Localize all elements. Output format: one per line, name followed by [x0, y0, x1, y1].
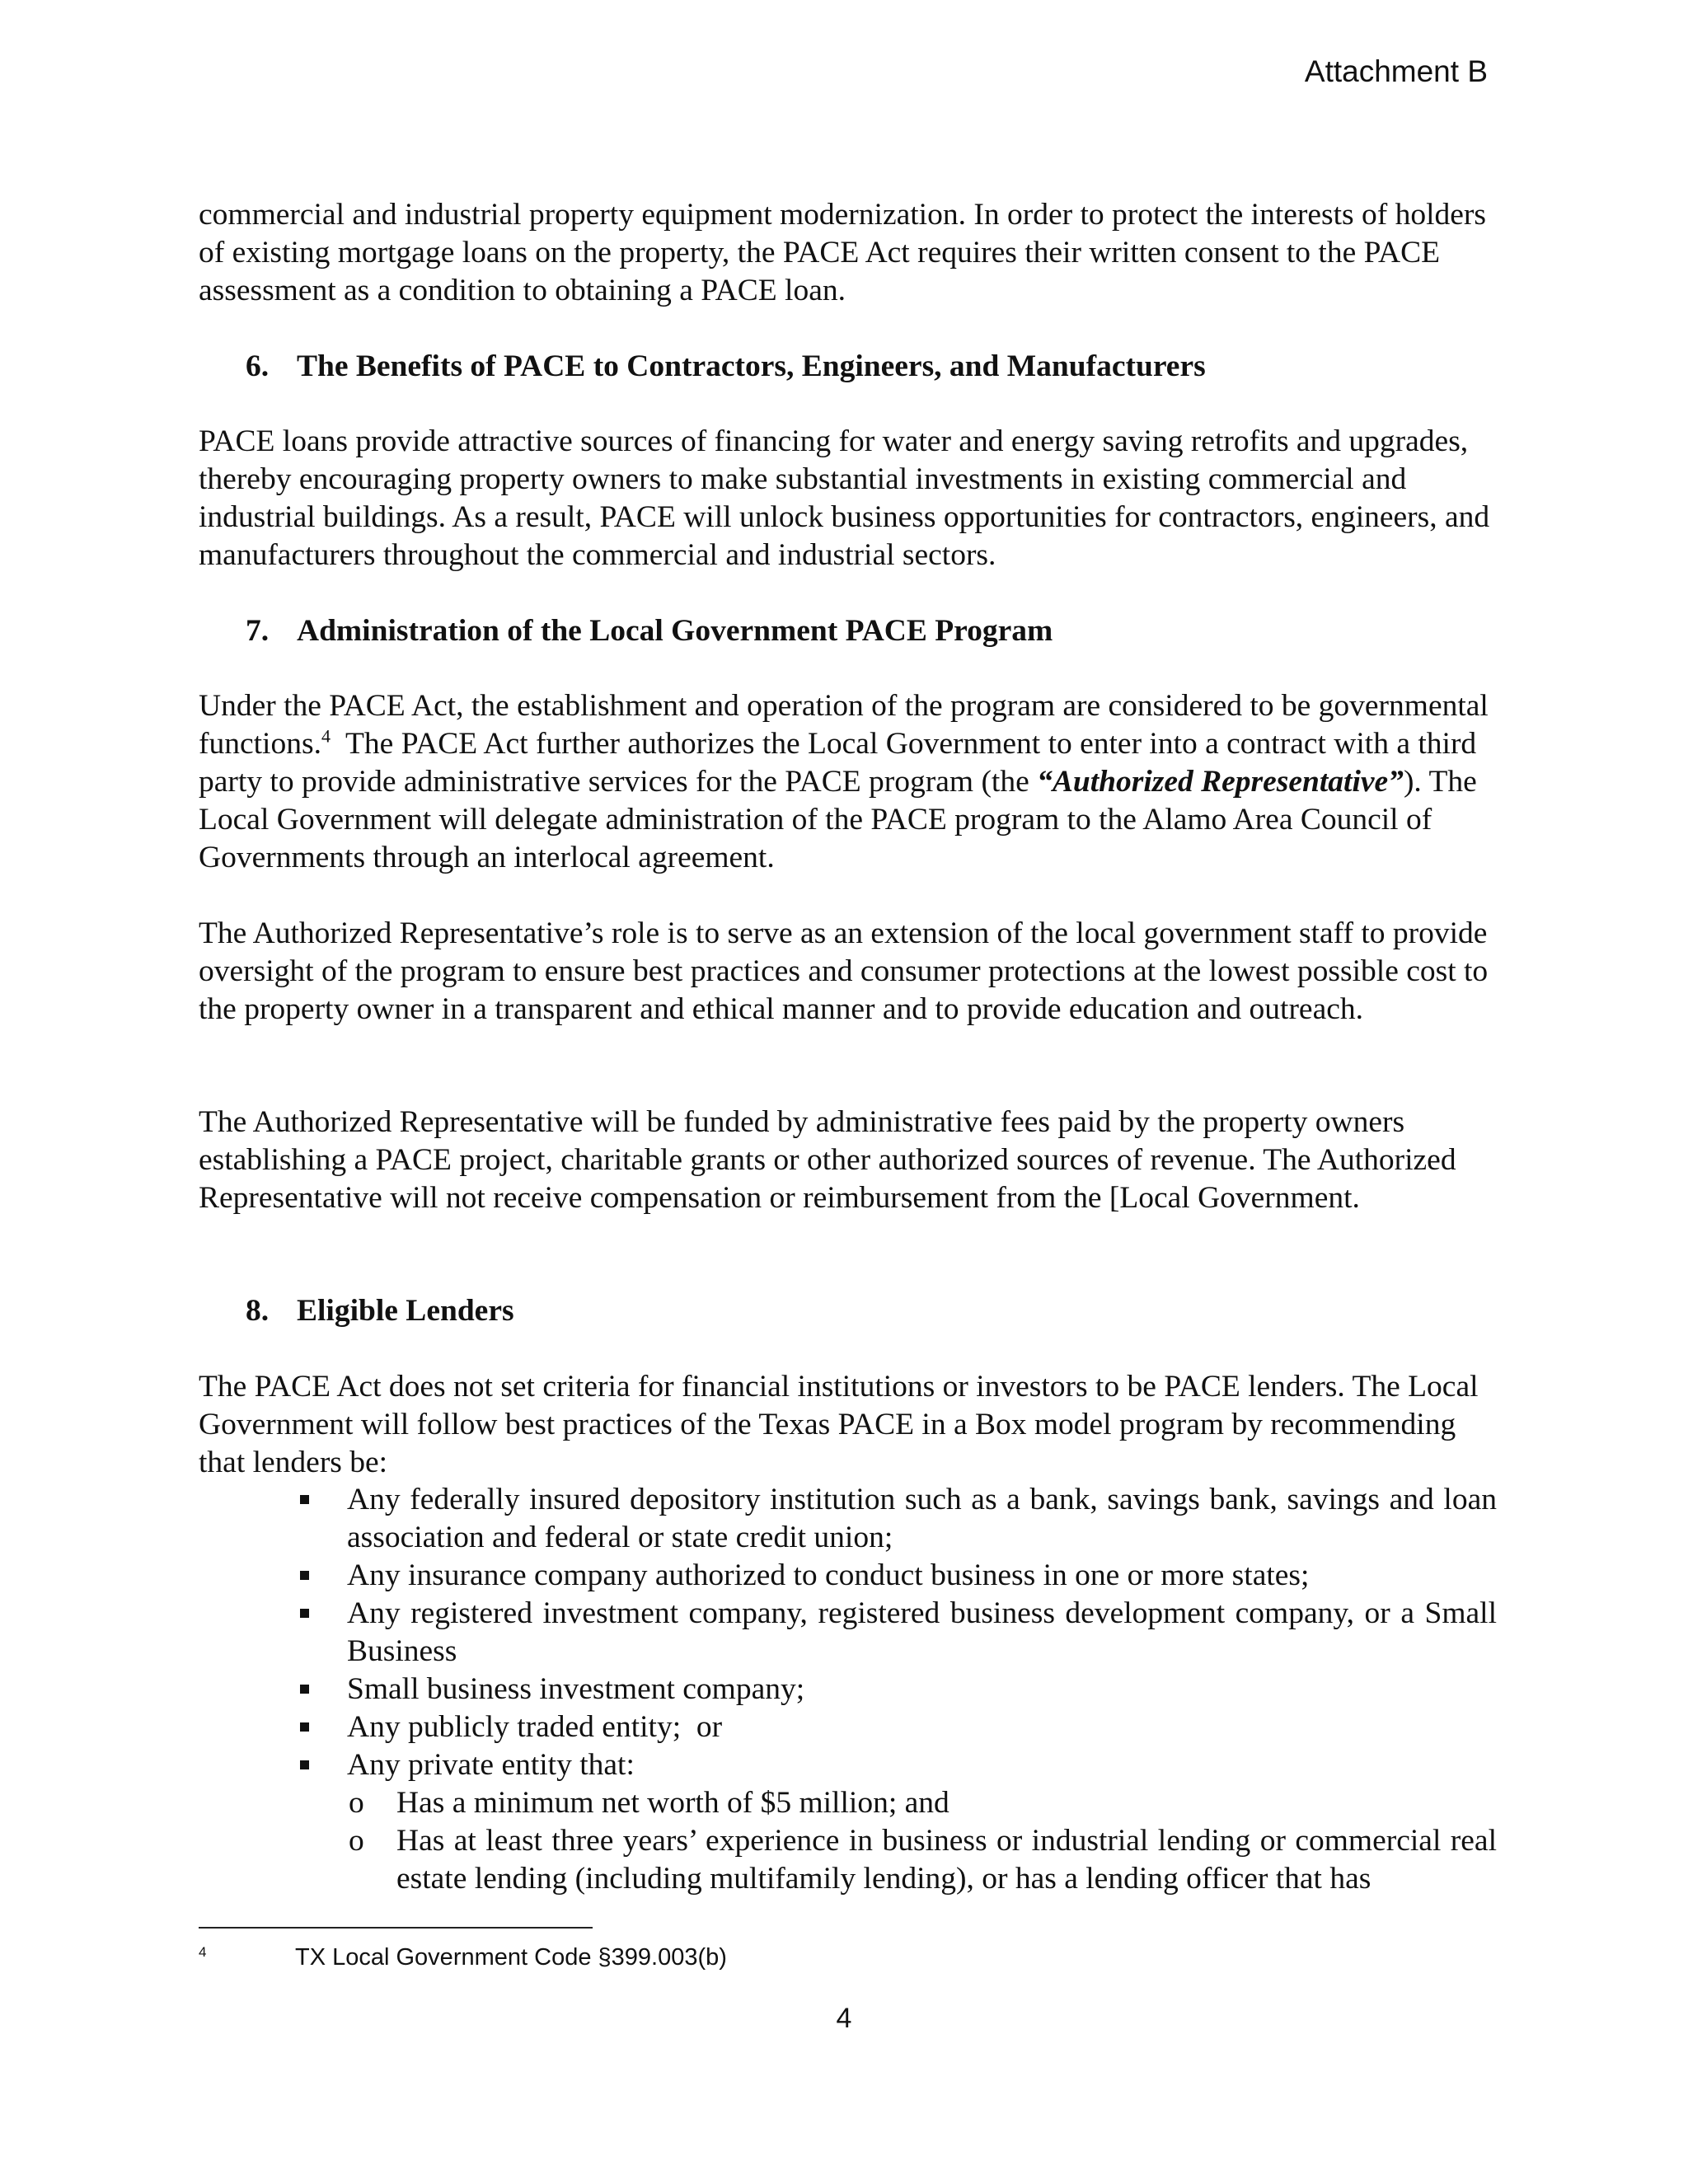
list-item: Any private entity that: o Has a minimum net worth of $5 million; and o Has at least three years’ experience in business or industrial lending or commercial real estate lending (including multifamily lending), or has a lending officer that has	[199, 1746, 1497, 1898]
intro-paragraph: commercial and industrial property equipment modernization. In order to protect the interests of holders of existing mortgage loans on the property, the PACE Act requires their written consent to the PACE assessment as a condition to obtaining a PACE loan.	[199, 198, 1487, 307]
section-8-intro: The PACE Act does not set criteria for financial institutions or investors to be PACE lenders. The Local Government will follow best practices of the Texas PACE in a Box model program by recommending that lenders be:	[199, 1370, 1479, 1479]
circle-bullet-icon: o	[349, 1786, 364, 1820]
section-7-paragraph-2: The Authorized Representative’s role is to serve as an extension of the local government staff to provide oversight of the program to ensure best practices and consumer protections at the lowest possible cost to the property owner in a transparent and ethical manner and to provide education and outreach.	[199, 916, 1489, 1026]
lender-list	[199, 1481, 1497, 1898]
square-bullet-icon	[300, 1571, 309, 1580]
section-6-paragraph: PACE loans provide attractive sources of financing for water and energy saving retrofits and upgrades, thereby encouraging property owners to make substantial investments in existing commercial and industrial buildings. As a result, PACE will unlock business opportunities for contractors, engineers, and manufacturers throughout the commercial and industrial sectors.	[199, 424, 1490, 572]
square-bullet-icon	[300, 1760, 309, 1769]
circle-bullet-icon: o	[349, 1824, 364, 1858]
private-entity-sublist	[347, 1784, 1497, 1898]
attachment-label: Attachment B	[1304, 54, 1488, 88]
page-number: 4	[836, 2003, 852, 2034]
section-7-paragraph-3: The Authorized Representative will be funded by administrative fees paid by the property owners establishing a PACE project, charitable grants or other authorized sources of revenue. The Authorized Representative will not receive compensation or reimbursement from the [Local Government.	[199, 1105, 1456, 1215]
list-item: Any registered investment company, registered business development company, or a Small Business	[199, 1595, 1497, 1671]
section-6-number: 6.	[246, 349, 270, 383]
section-8-number: 8.	[246, 1294, 270, 1328]
section-7-paragraph-1	[199, 687, 1497, 877]
section-8-title: Eligible Lenders	[297, 1294, 514, 1328]
section-7-p1-a: Under the PACE Act, the establishment and operation of the program are considered to be governmental functions.	[199, 689, 1489, 761]
section-7-p1-c: ). The Local Government will delegate administration of the PACE program to the Alamo Area Council of Governments through an interlocal agreement.	[199, 765, 1477, 874]
footnote-separator	[199, 1927, 593, 1929]
square-bullet-icon	[300, 1722, 309, 1732]
list-item: Any insurance company authorized to conduct business in one or more states;	[199, 1557, 1497, 1595]
square-bullet-icon	[300, 1609, 309, 1618]
sub-list-item: o Has a minimum net worth of $5 million; and	[347, 1784, 1497, 1822]
square-bullet-icon	[300, 1495, 309, 1504]
square-bullet-icon	[300, 1685, 309, 1694]
sub-list-item: o Has at least three years’ experience in business or industrial lending or commercial real estate lending (including multifamily lending), or has a lending officer that has	[349, 1824, 1497, 1896]
footnote-mark: 4	[199, 1944, 207, 1960]
footnote-text: TX Local Government Code §399.003(b)	[295, 1944, 727, 1971]
list-item: Any publicly traded entity; or	[199, 1708, 1497, 1746]
section-6-title: The Benefits of PACE to Contractors, Engineers, and Manufacturers	[297, 349, 1206, 383]
section-7-heading	[246, 612, 1053, 650]
section-6-heading	[246, 348, 1206, 386]
list-item: Small business investment company;	[199, 1671, 1497, 1708]
section-7-number: 7.	[246, 614, 270, 648]
authorized-representative-term: “Authorized Representative”	[1037, 765, 1404, 799]
footnote-reference: 4	[321, 725, 331, 747]
section-7-p1-b: The PACE Act further authorizes the Local Government to enter into a contract with a third party to provide administrative services for the PACE program (the	[199, 727, 1484, 799]
section-7-title: Administration of the Local Government PACE Program	[297, 614, 1053, 648]
list-item: Any federally insured depository institution such as a bank, savings bank, savings and loan association and federal or state credit union;	[199, 1481, 1497, 1557]
section-8-heading	[246, 1292, 514, 1330]
